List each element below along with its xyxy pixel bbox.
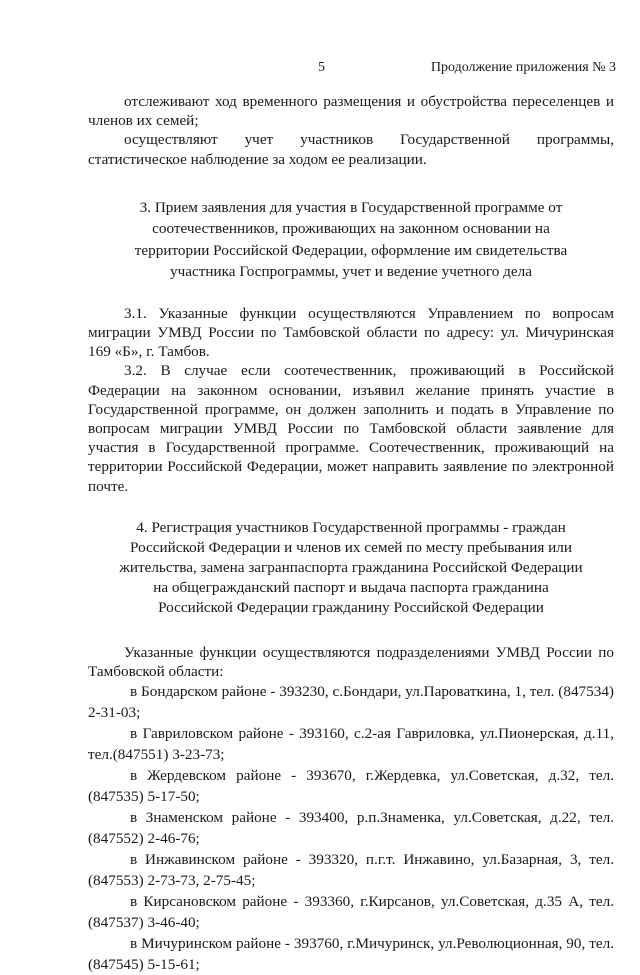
intro-paragraph-2: осуществляют учет участников Государственной программы, статистическое наблюдение за ходом ее реализации. — [88, 131, 614, 168]
document-body — [88, 92, 614, 975]
page-number: 5 — [318, 60, 325, 75]
intro-paragraph-1: отслеживают ход временного размещения и обустройства переселенцев и членов их семей; — [88, 93, 614, 130]
location-item: в Мичуринском районе - 393760, г.Мичуринск, ул.Революционная, 90, тел. (847545) 5-15-61; — [88, 935, 614, 973]
location-item: в Бондарском районе - 393230, с.Бондари, ул.Пароваткина, 1, тел. (847534) 2-31-03; — [88, 683, 614, 721]
location-item: в Знаменском районе - 393400, р.п.Знаменка, ул.Советская, д.22, тел.(847552) 2-46-76; — [88, 809, 614, 847]
section-4-heading: 4. Регистрация участников Государственной программы - граждан Российской Федерации и членов их семей по месту пребывания или жительства, замена загранпаспорта гражданина Российской Федерации на общегражданский паспорт и выдача паспорта гражданина Российской Федерации гражданину Российской Федерации — [119, 518, 583, 616]
location-item: в Гавриловском районе - 393160, с.2-ая Гавриловка, ул.Пионерская, д.11, тел.(847551) 3-23-73; — [88, 725, 614, 763]
location-item: в Кирсановском районе - 393360, г.Кирсанов, ул.Советская, д.35 А, тел. (847537) 3-46-40; — [88, 893, 614, 931]
section-3-heading: 3. Прием заявления для участия в Государственной программе от соотечественников, проживающих на законном основании на территории Российской Федерации, оформление им свидетельства участника Госпрограммы, учет и ведение учетного дела — [134, 198, 568, 281]
location-item: в Инжавинском районе - 393320, п.г.т. Инжавино, ул.Базарная, 3, тел. (847553) 2-73-73, 2-75-45; — [88, 851, 614, 889]
section-3-paragraph-1: 3.1. Указанные функции осуществляются Управлением по вопросам миграции УМВД России по Тамбовской области по адресу: ул. Мичуринская 169 «Б», г. Тамбов. — [88, 304, 614, 361]
appendix-label: Продолжение приложения № 3 — [430, 60, 616, 75]
location-item: в Жердевском районе - 393670, г.Жердевка, ул.Советская, д.32, тел. (847535) 5-17-50; — [88, 767, 614, 805]
section-4-intro: Указанные функции осуществляются подразделениями УМВД России по Тамбовской области: — [88, 643, 614, 681]
section-3-paragraph-2: 3.2. В случае если соотечественник, проживающий в Российской Федерации на законном основании, изъявил желание принять участие в Государственной программе, он должен заполнить и подать в Управление по вопросам миграции УМВД России по Тамбовской области заявление для участия в Государственной программе. Соотечественник, проживающий на территории Российской Федерации, может направить заявление по электронной почте. — [88, 362, 614, 495]
